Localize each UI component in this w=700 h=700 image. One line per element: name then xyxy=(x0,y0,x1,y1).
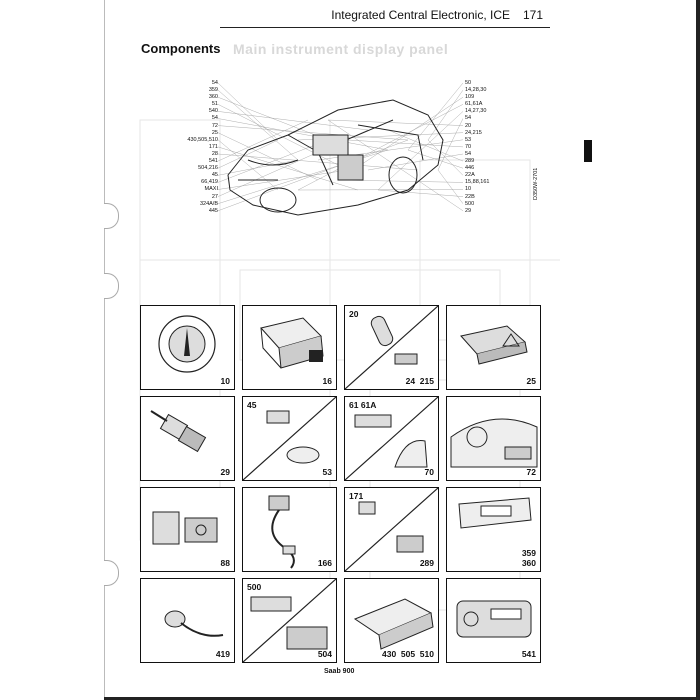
component-cell-6 xyxy=(242,396,337,481)
callout-label: 25 xyxy=(211,129,218,136)
component-cell-11 xyxy=(344,487,439,572)
callout-label: 14,27,30 xyxy=(465,108,487,115)
callout-label: 20 xyxy=(465,122,472,129)
diagram-code: D350W-2701 xyxy=(533,167,539,200)
callout-label: 54 xyxy=(465,150,472,157)
component-label: 359 360 xyxy=(521,548,536,568)
callout-label: MAXI xyxy=(204,186,218,193)
component-cell-2 xyxy=(242,305,337,390)
component-label: 10 xyxy=(220,376,230,386)
callout-label: 430,505,510 xyxy=(187,136,218,143)
component-cell-4 xyxy=(446,305,541,390)
section-title: Components xyxy=(141,41,221,56)
callout-label: 22B xyxy=(465,193,475,200)
header-rule xyxy=(220,27,550,28)
callout-label: 541 xyxy=(208,158,218,165)
binder-hole xyxy=(104,273,119,299)
component-label-top: 171 xyxy=(349,491,364,501)
callout-label: 504,216 xyxy=(198,165,218,172)
callout-label: 324A/B xyxy=(199,200,218,207)
component-cell-3 xyxy=(344,305,439,390)
component-label: 541 xyxy=(521,649,536,659)
thumb-index-tab xyxy=(584,140,592,162)
callout-label: 22A xyxy=(465,172,475,179)
component-cell-12 xyxy=(446,487,541,572)
callout-label: 15,88,161 xyxy=(465,179,490,186)
callout-label: 51 xyxy=(211,101,218,108)
callout-label: 540 xyxy=(208,108,218,115)
component-cell-7 xyxy=(344,396,439,481)
page-left-edge xyxy=(104,0,105,700)
component-label: 29 xyxy=(220,467,230,477)
right-callout-list xyxy=(465,80,507,215)
component-cell-13 xyxy=(140,578,235,663)
callout-label: 109 xyxy=(465,94,475,101)
callout-label: 53 xyxy=(465,136,472,143)
component-label: 430 505 510 xyxy=(382,649,434,659)
callout-label: 45 xyxy=(211,172,218,179)
component-label: 504 xyxy=(317,649,332,659)
component-label: 25 xyxy=(526,376,536,386)
callout-label: 445 xyxy=(208,207,218,214)
component-label: 166 xyxy=(317,558,332,568)
callout-label: 360 xyxy=(208,94,218,101)
callout-label: 54 xyxy=(211,115,218,122)
component-label-top: 61 61A xyxy=(349,400,377,410)
component-cell-14 xyxy=(242,578,337,663)
callout-label: 14,28,30 xyxy=(465,87,487,94)
component-label-top: 20 xyxy=(349,309,359,319)
component-label: 88 xyxy=(220,558,230,568)
callout-label: 61,61A xyxy=(465,101,483,108)
component-label-top: 45 xyxy=(247,400,257,410)
binder-hole xyxy=(104,203,119,229)
callout-label: 50 xyxy=(465,80,472,86)
component-cell-8 xyxy=(446,396,541,481)
car-component-locator-diagram xyxy=(218,80,463,240)
left-callout-list xyxy=(178,80,218,215)
callout-label: 28 xyxy=(211,150,218,157)
component-cell-1 xyxy=(140,305,235,390)
callout-label: 359 xyxy=(208,87,218,94)
component-cell-15 xyxy=(344,578,439,663)
component-label-top: 500 xyxy=(247,582,262,592)
component-label: 70 xyxy=(424,467,434,477)
callout-label: 29 xyxy=(465,207,472,214)
component-cell-9 xyxy=(140,487,235,572)
callout-label: 289 xyxy=(465,158,475,165)
page-number: 171 xyxy=(522,8,543,22)
callout-label: 24,215 xyxy=(465,129,482,136)
callout-label: 10 xyxy=(465,186,472,193)
callout-label: 54 xyxy=(465,115,472,122)
component-label: 24 215 xyxy=(405,376,434,386)
callout-label: 500 xyxy=(465,200,475,207)
component-cell-10 xyxy=(242,487,337,572)
bleed-through-heading: Main instrument display panel xyxy=(233,41,449,57)
callout-label: 70 xyxy=(465,143,472,150)
binder-hole xyxy=(104,560,119,586)
component-label: 419 xyxy=(215,649,230,659)
callout-label: 446 xyxy=(465,165,475,172)
callout-label: 72 xyxy=(211,122,218,129)
component-label: 53 xyxy=(322,467,332,477)
page-right-edge xyxy=(696,0,700,700)
callout-label: 171 xyxy=(208,143,218,150)
component-label: 72 xyxy=(526,467,536,477)
component-label: 16 xyxy=(322,376,332,386)
footer-text: Saab 900 xyxy=(324,668,355,675)
component-label: 289 xyxy=(419,558,434,568)
callout-label: 54 xyxy=(211,80,218,86)
component-cell-5 xyxy=(140,396,235,481)
callout-label: 27 xyxy=(211,193,218,200)
component-cell-16 xyxy=(446,578,541,663)
callout-label: 66,419 xyxy=(201,179,218,186)
header-title: Integrated Central Electronic, ICE xyxy=(331,8,510,22)
